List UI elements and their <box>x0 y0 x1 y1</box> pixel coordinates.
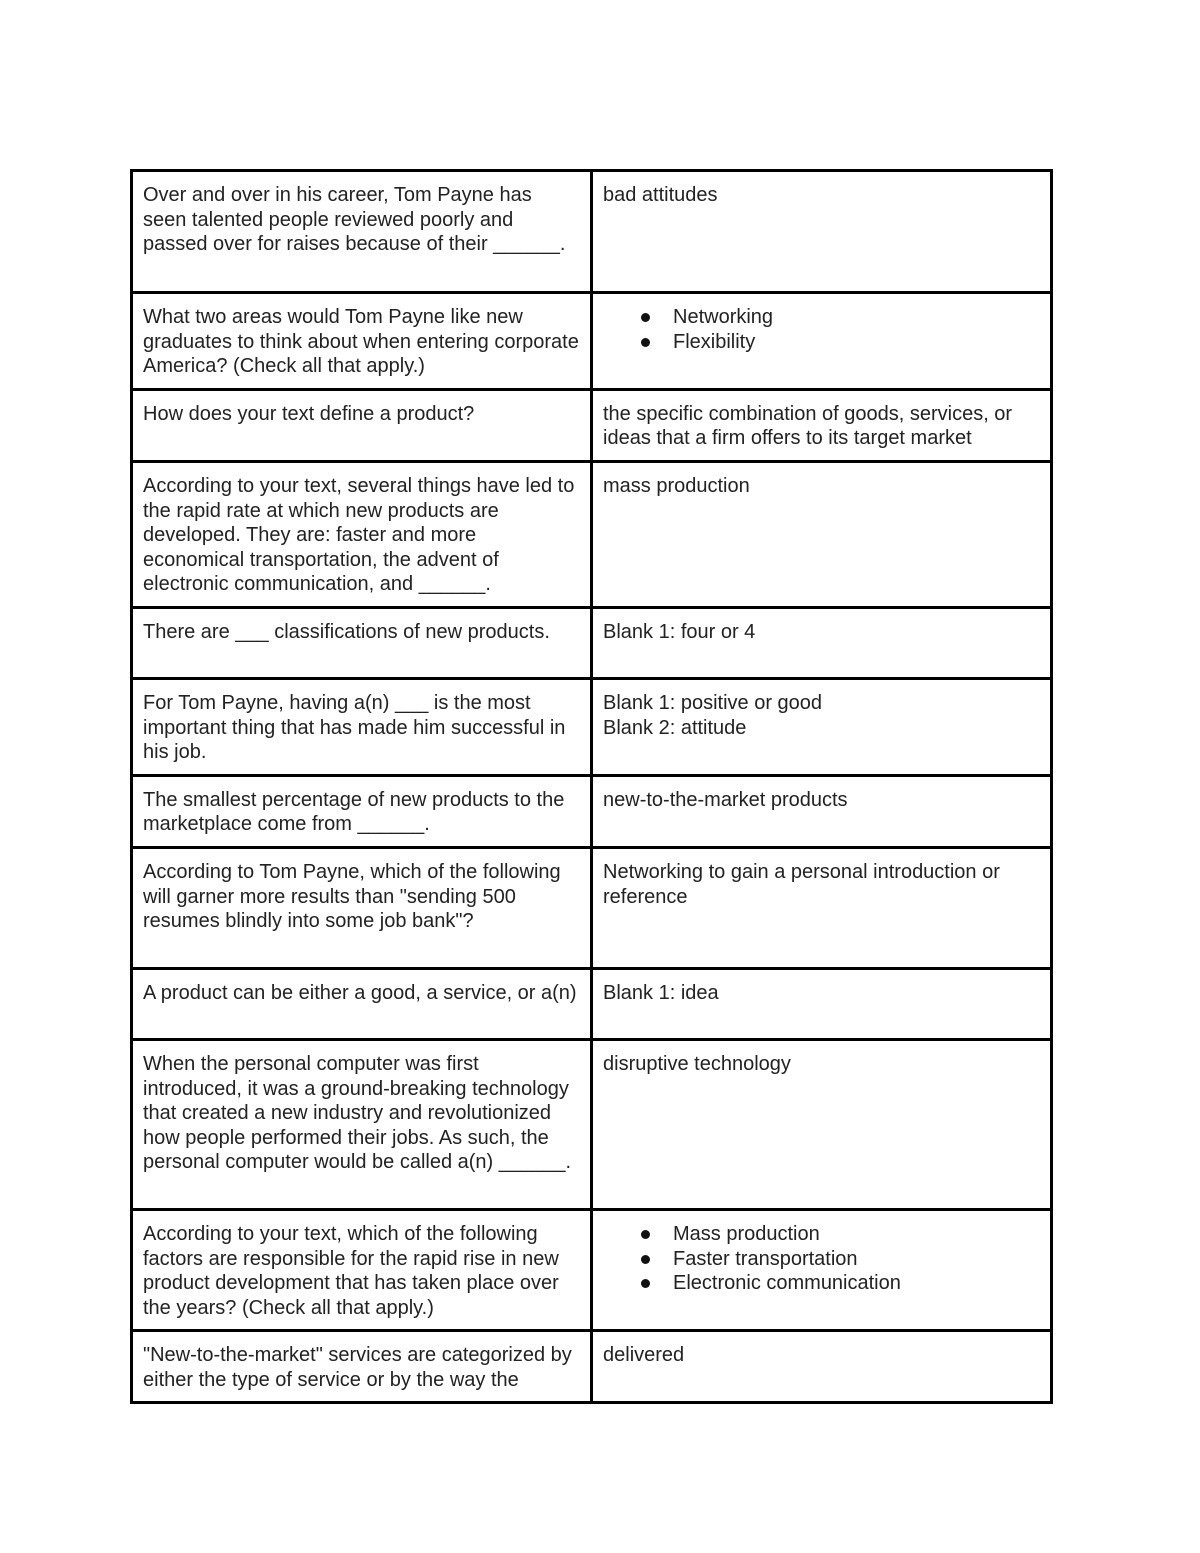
table-row <box>132 847 1052 968</box>
answer-cell: delivered <box>592 1331 1052 1403</box>
answer-cell <box>592 678 1052 775</box>
answer-cell: bad attitudes <box>592 171 1052 293</box>
list-item: Networking <box>673 305 1040 330</box>
question-cell: When the personal computer was first introduced, it was a ground-breaking technology that created a new industry and revolutionized how people performed their jobs. As such, the personal computer would be called a(n) ______. <box>132 1039 592 1209</box>
table-row <box>132 775 1052 847</box>
list-item: Faster transportation <box>673 1247 1040 1272</box>
table-row <box>132 607 1052 678</box>
qa-table <box>130 169 1053 1404</box>
table-row <box>132 389 1052 461</box>
answer-list <box>603 305 1040 354</box>
answer-cell <box>592 293 1052 390</box>
answer-line: Blank 2: attitude <box>603 716 747 739</box>
table-row <box>132 171 1052 293</box>
table-row <box>132 461 1052 607</box>
answer-cell: new-to-the-market products <box>592 775 1052 847</box>
answer-cell: the specific combination of goods, services, or ideas that a firm offers to its target market <box>592 389 1052 461</box>
answer-cell: Networking to gain a personal introduction or reference <box>592 847 1052 968</box>
question-cell: Over and over in his career, Tom Payne has seen talented people reviewed poorly and passed over for raises because of their ______. <box>132 171 592 293</box>
question-cell: According to Tom Payne, which of the following will garner more results than "sending 500 resumes blindly into some job bank"? <box>132 847 592 968</box>
table-row <box>132 968 1052 1039</box>
answer-list <box>603 1222 1040 1296</box>
list-item: Flexibility <box>673 330 1040 355</box>
table-row <box>132 1209 1052 1330</box>
answer-cell: mass production <box>592 461 1052 607</box>
question-cell: What two areas would Tom Payne like new graduates to think about when entering corporate America? (Check all that apply.) <box>132 293 592 390</box>
answer-cell: Blank 1: four or 4 <box>592 607 1052 678</box>
answer-line: Blank 1: positive or good <box>603 691 823 714</box>
list-item: Electronic communication <box>673 1271 1040 1296</box>
question-cell: A product can be either a good, a service, or a(n) <box>132 968 592 1039</box>
question-cell: There are ___ classifications of new products. <box>132 607 592 678</box>
question-cell: According to your text, which of the following factors are responsible for the rapid rise in new product development that has taken place over the years? (Check all that apply.) <box>132 1209 592 1330</box>
list-item: Mass production <box>673 1222 1040 1247</box>
answer-cell: Blank 1: idea <box>592 968 1052 1039</box>
answer-cell: disruptive technology <box>592 1039 1052 1209</box>
table-row <box>132 1331 1052 1403</box>
answer-cell <box>592 1209 1052 1330</box>
question-cell: For Tom Payne, having a(n) ___ is the most important thing that has made him successful in his job. <box>132 678 592 775</box>
question-cell: The smallest percentage of new products to the marketplace come from ______. <box>132 775 592 847</box>
question-cell: According to your text, several things have led to the rapid rate at which new products are developed. They are: faster and more economical transportation, the advent of electronic communication, and ______. <box>132 461 592 607</box>
question-cell: "New-to-the-market" services are categorized by either the type of service or by the way the <box>132 1331 592 1403</box>
table-row <box>132 678 1052 775</box>
table-row <box>132 293 1052 390</box>
table-row <box>132 1039 1052 1209</box>
question-cell: How does your text define a product? <box>132 389 592 461</box>
